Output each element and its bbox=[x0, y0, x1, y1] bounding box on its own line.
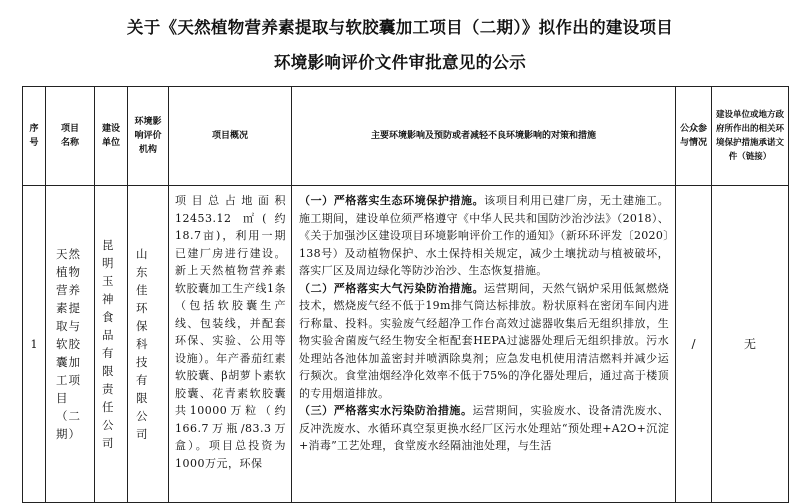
row-commitment: 无 bbox=[712, 186, 789, 503]
row-project-name: 天然植物营养素提取与软胶囊加工项目（二期） bbox=[46, 186, 95, 503]
table-header-row bbox=[23, 87, 789, 186]
row-measures bbox=[292, 186, 676, 503]
header-public: 公众参与情况 bbox=[676, 87, 712, 186]
measure-item: （二）严格落实大气污染防治措施。运营期间，天然气锅炉采用低氮燃烧技术，燃烧废气经不低于19m排气筒达标排放。粉状原料在密闭车间内进行称量、投料。实验废气经超净工作台高效过滤器收集后无组织排放，生物实验舍菌废气经生物安全柜配套HEPA过滤器处理后无组织排放。污水处理站各池体加盖密封并喷洒除臭剂；应急发电机使用清洁燃料并减少运行频次。食堂油烟经净化效率不低于75%的净化器处理后，通过高于楼顶的专用烟道排放。 bbox=[299, 281, 669, 400]
row-builder: 昆明玉神食品有限责任公司 bbox=[95, 186, 128, 503]
notice-title-line1: 关于《天然植物营养素提取与软胶囊加工项目（二期）》拟作出的建设项目 bbox=[126, 18, 674, 37]
row-public: / bbox=[676, 186, 712, 503]
header-project-name: 项目名称 bbox=[46, 87, 95, 186]
header-measures: 主要环境影响及预防或者减轻不良环境影响的对策和措施 bbox=[292, 87, 676, 186]
measure-item: （三）严格落实水污染防治措施。运营期间，实验废水、设备清洗废水、反冲洗废水、水循环真空泵更换水经厂区污水处理站“预处理+A2O+沉淀+消毒”工艺处理，食堂废水经隔油池处理，与生活 bbox=[299, 404, 669, 452]
header-eia-org: 环境影响评价机构 bbox=[128, 87, 169, 186]
row-overview: 项目总占地面积12453.12 ㎡(约18.7亩)，利用一期已建厂房进行建设。新上天然植物营养素软胶囊加工生产线1条（包括软胶囊生产线、包装线，并配套环保、实验、公用等设施）。年产番茄红素软胶囊、β胡萝卜素软胶囊、花青素软胶囊共10000万粒（约166.7万瓶/83.3万盒）。项目总投资为1000万元，环保 bbox=[169, 186, 292, 503]
header-builder: 建设单位 bbox=[95, 87, 128, 186]
measure-item: （一）严格落实生态环境保护措施。该项目利用已建厂房，无土建施工。施工期间，建设单位须严格遵守《中华人民共和国防沙治沙法》（2018）、《关于加强沙区建设项目环境影响评价工作的通知》（新环环评发〔2020〕138号）及动植物保护、水土保持相关规定，减少土壤扰动与植被破坏，落实厂区及周边绿化等防沙治沙、生态恢复措施。 bbox=[299, 194, 669, 277]
header-commitment: 建设单位或地方政府所作出的相关环境保护措施承诺文件（链接） bbox=[712, 87, 789, 186]
header-no: 序号 bbox=[23, 87, 46, 186]
row-no: 1 bbox=[23, 186, 46, 503]
table-row bbox=[23, 186, 789, 503]
row-eia-org: 山东佳环保科技有限公司 bbox=[128, 186, 169, 503]
approval-table bbox=[22, 86, 789, 503]
notice-title-line2: 环境影响评价文件审批意见的公示 bbox=[274, 53, 526, 72]
header-overview: 项目概况 bbox=[169, 87, 292, 186]
